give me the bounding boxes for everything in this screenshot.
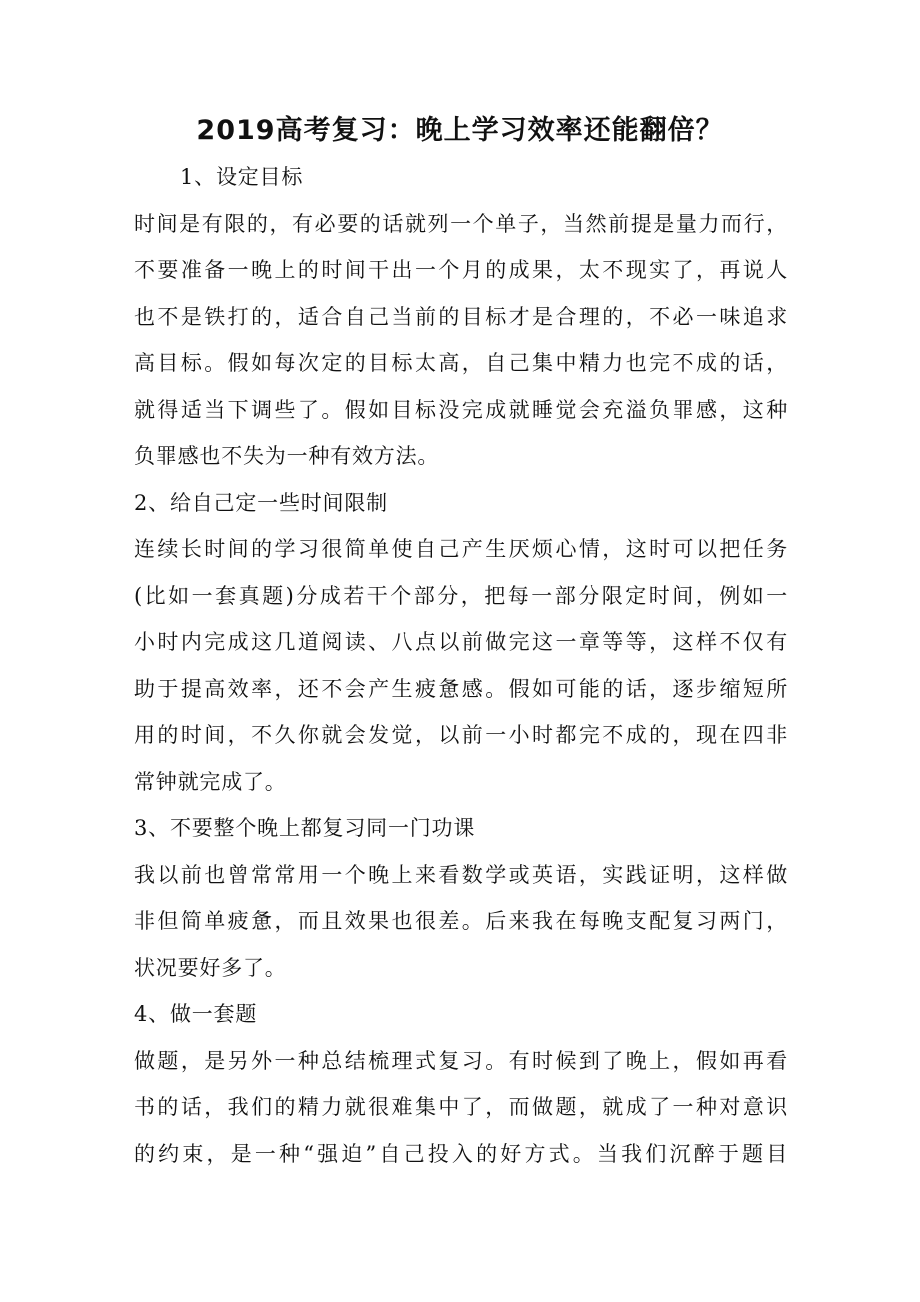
- text-line: 用的时间，不久你就会发觉，以前一小时都完不成的，现在四非: [134, 723, 788, 747]
- text-line: 助于提高效率，还不会产生疲惫感。假如可能的话，逐步缩短所: [134, 676, 788, 701]
- text-line: 不要准备一晚上的时间干出一个月的成果，太不现实了，再说人: [134, 258, 788, 282]
- text-line: 书的话，我们的精力就很难集中了，而做题，就成了一种对意识: [134, 1095, 788, 1119]
- section-heading: 4、做一套题: [134, 1002, 258, 1026]
- text-line: 负罪感也不失为一种有效方法。: [134, 444, 440, 468]
- text-line: 连续长时间的学习很简单使自己产生厌烦心情，这时可以把任务: [134, 537, 788, 561]
- section-heading: 3、不要整个晚上都复习同一门功课: [134, 816, 476, 840]
- text-line: 做题，是另外一种总结梳理式复习。有时候到了晚上，假如再看: [134, 1048, 788, 1073]
- text-line: 小时内完成这几道阅读、八点以前做完这一章等等，这样不仅有: [134, 630, 788, 654]
- text-line: 的约束，是一种“强迫”自己投入的好方式。当我们沉醉于题目: [134, 1141, 788, 1166]
- text-line: 状况要好多了。: [134, 955, 287, 980]
- section-heading: 2、给自己定一些时间限制: [134, 490, 388, 515]
- text-line: 高目标。假如每次定的目标太高，自己集中精力也完不成的话，: [134, 351, 788, 375]
- text-line: (比如一套真题)分成若干个部分，把每一部分限定时间，例如一: [134, 583, 788, 608]
- text-line: 时间是有限的，有必要的话就列一个单子，当然前提是量力而行，: [134, 211, 788, 236]
- text-line: 就得适当下调些了。假如目标没完成就睡觉会充溢负罪感，这种: [134, 397, 788, 422]
- text-line: 1、设定目标: [180, 165, 304, 189]
- text-line: 常钟就完成了。: [134, 769, 287, 794]
- document-body: [134, 154, 788, 1177]
- text-line: 我以前也曾常常用一个晚上来看数学或英语，实践证明，这样做: [134, 862, 788, 887]
- text-line: 非但简单疲惫，而且效果也很差。后来我在每晚支配复习两门，: [134, 909, 788, 933]
- document-title: 2019高考复习：晚上学习效率还能翻倍？: [196, 115, 724, 146]
- text-line: 也不是铁打的，适合自己当前的目标才是合理的，不必一味追求: [134, 304, 788, 329]
